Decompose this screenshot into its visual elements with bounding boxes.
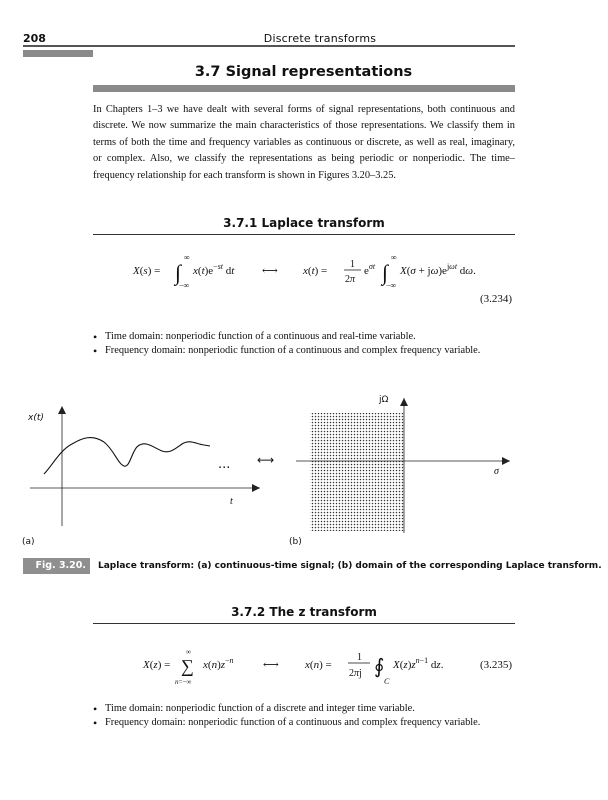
axis-label-jomega: jΩ: [379, 395, 389, 405]
arrow-up-icon: [58, 406, 66, 414]
svg-text:x(t)e−st dt: $x(t)e^{-st}$ dt: [193, 262, 235, 277]
figure-3-20: [20, 388, 520, 536]
double-arrow-icon: ⟷: [257, 453, 275, 467]
panel-label-a: (a): [22, 537, 35, 547]
list-item: • Frequency domain: nonperiodic function of a continuous and complex frequency variable.: [93, 344, 523, 358]
svg-text:∮: ∮: [374, 656, 385, 678]
svg-text:∞: ∞: [391, 253, 397, 262]
svg-text:x(n)z−n: $x(n)z^{-n}$: [203, 656, 234, 671]
laplace-equation: [93, 246, 523, 308]
axis-y-label-xt: x(t): [28, 413, 44, 423]
svg-text:x(t) =: x(t) =: [303, 265, 328, 277]
svg-text:X(s) =: X(s) =: [133, 265, 161, 277]
svg-text:X(z)zn−1 dz.: $X(z)z^{n-1}$ dz.: [393, 656, 444, 671]
svg-text:n=−∞: n=−∞: [175, 678, 192, 686]
list-item: • Frequency domain: nonperiodic function of a continuous and complex frequency variable.: [93, 716, 523, 730]
svg-text:∞: ∞: [184, 253, 190, 262]
ellipsis: ...: [218, 457, 231, 472]
z-transform-bullet-list: [93, 702, 523, 730]
svg-text:∞: ∞: [186, 648, 191, 656]
svg-text:∑: ∑: [181, 656, 194, 676]
svg-text:X(σ + jω)ejωt dω.: $X(\sigma + j\omega)e^{j\omega t}$ dω.: [400, 262, 476, 277]
subsection-rule-z-transform: [93, 623, 515, 624]
panel-label-b: (b): [289, 537, 302, 547]
figure-caption: Laplace transform: (a) continuous-time signal; (b) domain of the corresponding Laplace transform.: [98, 561, 602, 571]
running-head: Discrete transforms: [263, 32, 377, 45]
svg-text:X(z) =: X(z) =: [143, 659, 171, 671]
intro-paragraph: In Chapters 1–3 we have dealt with several forms of signal representations, both continuous and discrete. We now summarize the main characteristics of those representations. We classify them in terms of both the time and frequency variables as continuous or discrete, as well as real, imaginary, or complex. Also, we classify the representations as being periodic or nonperiodic. The time–frequency relationship for each transform is shown in Figures 3.20–3.25.: [93, 104, 515, 181]
svg-text:∫: ∫: [175, 260, 182, 285]
axis-label-sigma: σ: [494, 466, 499, 477]
svg-text:eσt: $e^{\sigma t}$: [364, 262, 376, 277]
arrow-up-icon: [400, 398, 408, 406]
svg-text:−∞: −∞: [386, 281, 397, 290]
svg-text:−∞: −∞: [179, 281, 190, 290]
svg-text:⟷: ⟷: [263, 659, 279, 671]
arrow-right-icon: [252, 484, 260, 492]
figure-number-badge: Fig. 3.20.: [23, 558, 90, 574]
arrow-right-icon: [502, 457, 510, 465]
panel-b-plot: [296, 395, 510, 533]
axis-x-label-t: t: [230, 496, 233, 507]
subsection-title-z-transform: 3.7.2 The z transform: [231, 605, 377, 619]
dotted-domain-region: [310, 413, 404, 531]
svg-text:C: C: [384, 677, 390, 686]
panel-a-plot: [27, 406, 260, 526]
header-tab-bar: [23, 50, 93, 57]
z-transform-equation: [93, 640, 523, 688]
svg-text:2π: 2π: [345, 274, 356, 285]
svg-text:1: 1: [357, 652, 362, 663]
list-item: • Time domain: nonperiodic function of a discrete and integer time variable.: [93, 702, 523, 716]
subsection-title-laplace: 3.7.1 Laplace transform: [223, 216, 385, 230]
svg-text:1: 1: [350, 259, 355, 270]
svg-text:⟷: ⟷: [262, 265, 278, 277]
signal-curve: [44, 438, 210, 474]
subsection-rule-laplace: [93, 234, 515, 235]
svg-text:x(n) =: x(n) =: [305, 659, 332, 671]
header-rule: [23, 45, 515, 47]
eq-number-3234: (3.234): [480, 293, 513, 305]
list-item: • Time domain: nonperiodic function of a continuous and real-time variable.: [93, 330, 523, 344]
section-rule: [93, 85, 515, 92]
section-title: 3.7 Signal representations: [194, 64, 413, 80]
page-number: 208: [23, 32, 46, 45]
eq-number-3235: (3.235): [480, 659, 513, 671]
svg-text:∫: ∫: [382, 260, 389, 285]
svg-text:2πj: 2πj: [349, 668, 362, 679]
laplace-bullet-list: [93, 330, 523, 358]
